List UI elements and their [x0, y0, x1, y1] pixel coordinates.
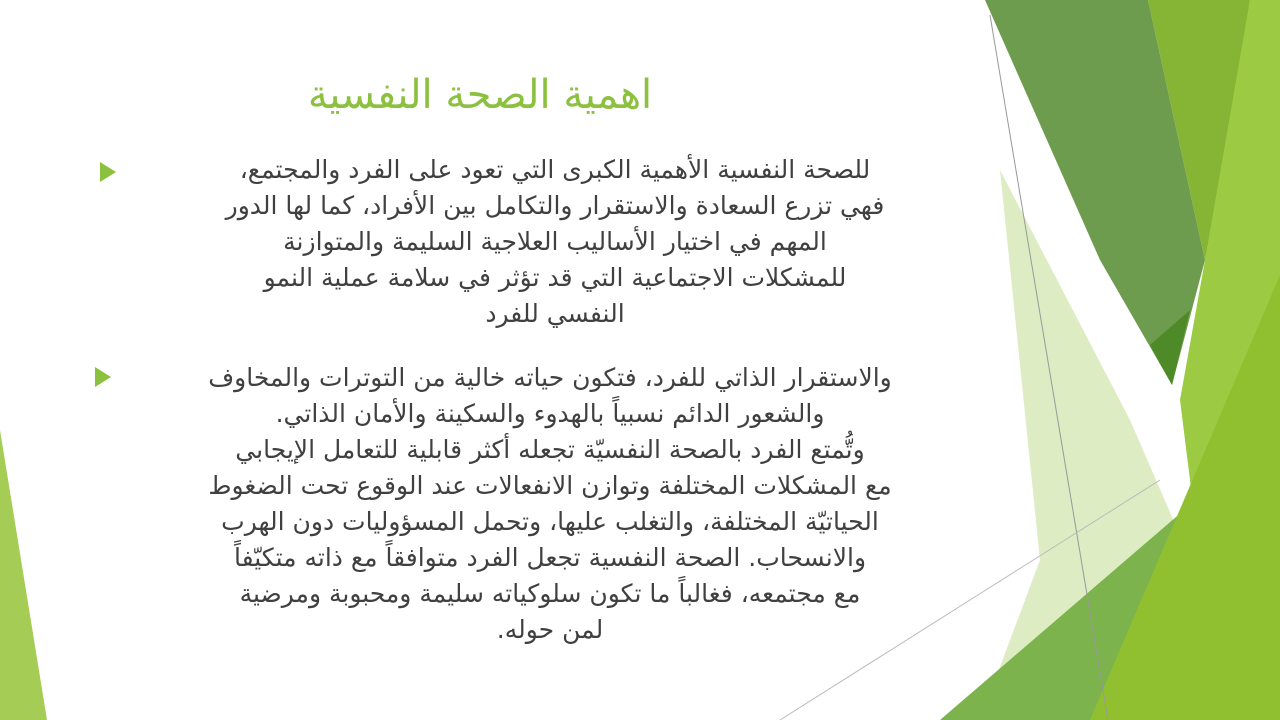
text-line: مع المشكلات المختلفة وتوازن الانفعالات عند الوقوع تحت الضغوط — [208, 471, 892, 500]
text-line: النفسي للفرد — [485, 299, 625, 328]
bullet-paragraph-2 — [120, 360, 980, 648]
text-line: الحياتيّة المختلفة، والتغلب عليها، وتحمل المسؤوليات دون الهرب — [221, 507, 879, 536]
text-line: والانسحاب. الصحة النفسية تجعل الفرد متوافقاً مع ذاته متكيّفاً — [233, 543, 867, 572]
left-green-wedge — [0, 430, 47, 720]
triangle-bullet-icon — [100, 162, 116, 182]
text-line: مع مجتمعه، فغالباً ما تكون سلوكياته سليمة ومحبوبة ومرضية — [239, 579, 861, 608]
triangle-bullet-icon — [95, 367, 111, 387]
text-line: والاستقرار الذاتي للفرد، فتكون حياته خالية من التوترات والمخاوف — [208, 363, 892, 392]
text-line: للصحة النفسية الأهمية الكبرى التي تعود على الفرد والمجتمع، — [239, 155, 871, 184]
text-line: والشعور الدائم نسبياً بالهدوء والسكينة والأمان الذاتي. — [275, 399, 825, 428]
text-line: المهم في اختيار الأساليب العلاجية السليمة والمتوازنة — [283, 227, 827, 256]
slide-title: اهمية الصحة النفسية — [307, 72, 653, 118]
text-line: وتُّمتع الفرد بالصحة النفسيّة تجعله أكثر قابلية للتعامل الإيجابي — [235, 435, 865, 464]
text-line: فهي تزرع السعادة والاستقرار والتكامل بين الأفراد، كما لها الدور — [225, 191, 885, 220]
text-line: لمن حوله. — [496, 615, 604, 644]
bullet-paragraph-1 — [130, 152, 980, 332]
text-line: للمشكلات الاجتماعية التي قد تؤثر في سلامة عملية النمو — [263, 263, 847, 292]
